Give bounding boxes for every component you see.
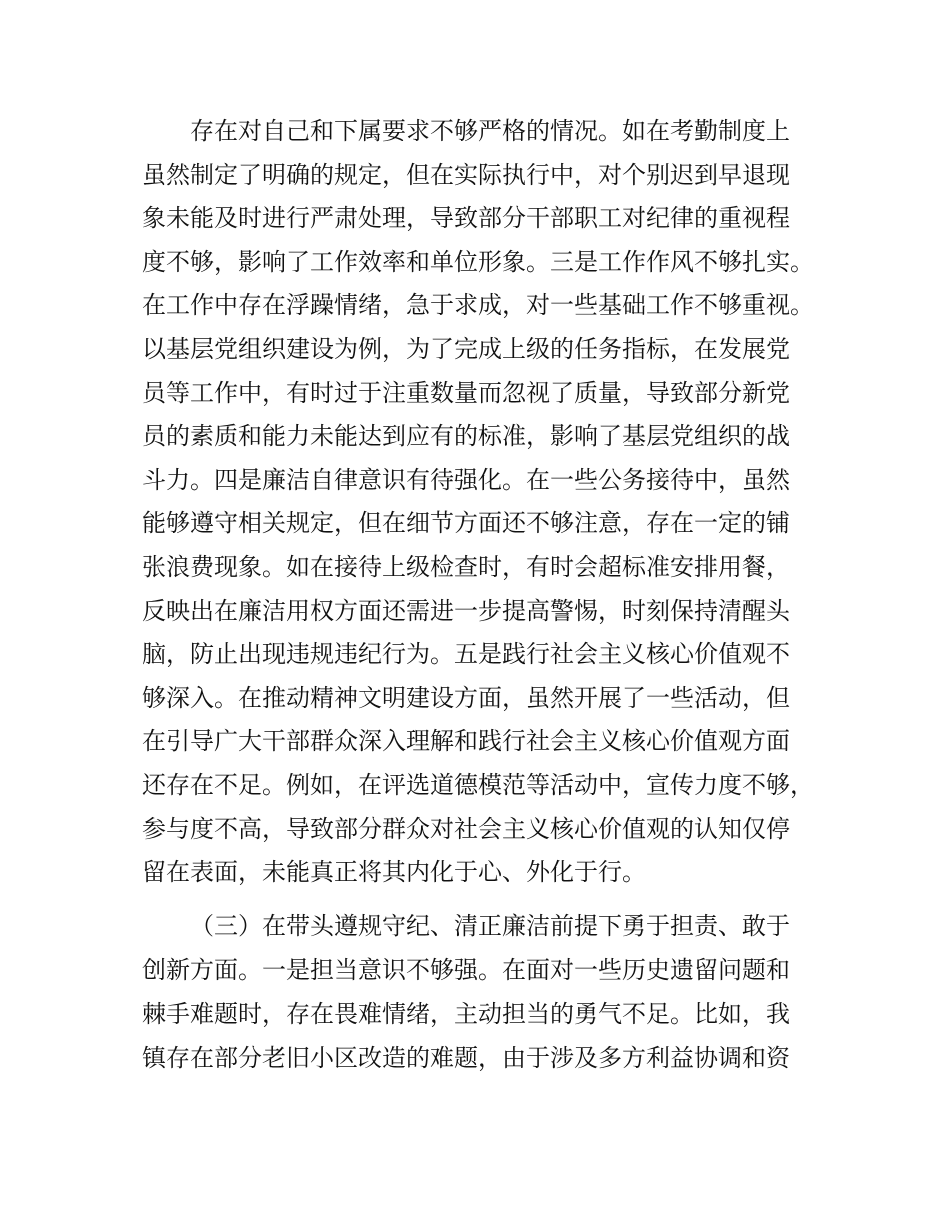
paragraph-line: 还存在不足。例如，在评选道德模范等活动中，宣传力度不够， xyxy=(142,771,814,799)
paragraph-line: 以基层党组织建设为例，为了完成上级的任务指标，在发展党 xyxy=(142,335,790,363)
paragraph-line: 存在对自己和下属要求不够严格的情况。如在考勤制度上 xyxy=(190,117,790,145)
paragraph-line: 能够遵守相关规定，但在细节方面还不够注意，存在一定的铺 xyxy=(142,509,790,538)
paragraph-line: 脑，防止出现违规违纪行为。五是践行社会主义核心价值观不 xyxy=(142,640,790,669)
paragraph-line: 留在表面，未能真正将其内化于心、外化于行。 xyxy=(142,858,646,887)
paragraph-line: 象未能及时进行严肃处理，导致部分干部职工对纪律的重视程 xyxy=(142,204,790,233)
paragraph-line: 员等工作中，有时过于注重数量而忽视了质量，导致部分新党 xyxy=(142,378,790,407)
paragraph-line: 棘手难题时，存在畏难情绪，主动担当的勇气不足。比如，我 xyxy=(142,1000,790,1028)
paragraph-line: 创新方面。一是担当意识不够强。在面对一些历史遗留问题和 xyxy=(142,956,790,984)
paragraph-line: 反映出在廉洁用权方面还需进一步提高警惕，时刻保持清醒头 xyxy=(142,596,790,625)
paragraph-line: 员的素质和能力未能达到应有的标准，影响了基层党组织的战 xyxy=(142,422,790,451)
paragraph-line: 镇存在部分老旧小区改造的难题，由于涉及多方利益协调和资 xyxy=(142,1044,790,1072)
paragraph-line: 在引导广大干部群众深入理解和践行社会主义核心价值观方面 xyxy=(142,727,790,756)
paragraph-line: 参与度不高，导致部分群众对社会主义核心价值观的认知仅停 xyxy=(142,814,790,843)
paragraph-line: （三）在带头遵规守纪、清正廉洁前提下勇于担责、敢于 xyxy=(190,912,790,940)
paragraph-line: 张浪费现象。如在接待上级检查时，有时会超标准安排用餐， xyxy=(142,553,790,581)
paragraph-line: 度不够，影响了工作效率和单位形象。三是工作作风不够扎实。 xyxy=(142,247,814,276)
paragraph-line: 虽然制定了明确的规定，但在实际执行中，对个别迟到早退现 xyxy=(142,160,790,189)
paragraph-line: 在工作中存在浮躁情绪，急于求成，对一些基础工作不够重视。 xyxy=(142,291,814,320)
paragraph-line: 斗力。四是廉洁自律意识有待强化。在一些公务接待中，虽然 xyxy=(142,465,790,494)
paragraph-line: 够深入。在推动精神文明建设方面，虽然开展了一些活动，但 xyxy=(142,683,790,712)
